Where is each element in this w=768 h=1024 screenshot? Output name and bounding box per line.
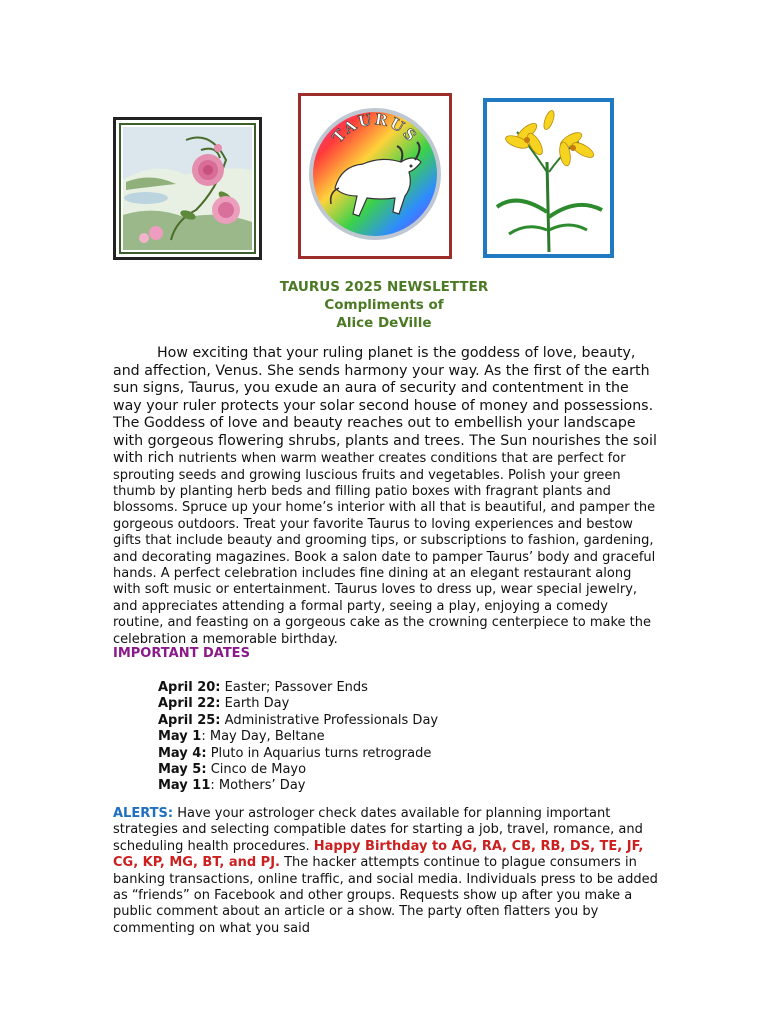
alerts-paragraph [113,806,658,937]
header-images [0,0,768,270]
date-event: Earth Day [220,696,290,712]
intro-paragraph [113,345,661,648]
date-item [158,746,438,762]
newsletter-header [0,278,768,332]
medallion-label: TAURUS [328,110,422,147]
roses-image [113,117,262,260]
newsletter-subtitle: Compliments of [324,297,444,313]
newsletter-title: TAURUS 2025 NEWSLETTER [279,279,489,295]
intro-rest: nutrients when warm weather creates conditions that are perfect for sprouting seeds and growing luscious fruits and vegetables. Polish your green thumb by planting herb beds and filling patio boxes with fragrant plants and blossoms. Spruce up your home’s interior with all that is beautiful, and pamper the gorgeous outdoors. Treat your favorite Taurus to loving experiences and bestow gifts that include beauty and grooming tips, or subscriptions to fashion, gardening, and decorating magazines. Book a salon date to pamper Taurus’ body and graceful hands. A perfect celebration includes fine dining at an elegant restaurant along with soft music or entertainment. Taurus loves to dress up, wear special jewelry, and appreciates attending a formal party, seeing a play, enjoying a comedy routine, and feasting on a gorgeous cake as the crowning centerpiece to make the celebration a memorable birthday. [113,451,656,647]
date-event: Easter; Passover Ends [220,680,368,695]
alerts-text-1: Have your astrologer check dates available for planning important strategies and selecting compatible dates for starting a job, travel, romance, and scheduling health procedures. [113,806,643,854]
date-label: April 25: [158,712,221,728]
birthday-greeting: Happy Birthday to AG, RA, CB, RB, DS, TE, JF, CG, KP, MG, BT, and PJ. [113,838,644,871]
date-label: May 11 [158,778,211,794]
date-item [158,778,438,794]
taurus-medallion [301,96,449,256]
date-item [158,713,438,729]
date-item [158,680,438,696]
date-event: : May Day, Beltane [201,729,325,745]
date-label: May 5: [158,762,207,778]
important-dates-heading: IMPORTANT DATES [113,646,250,661]
important-dates-list [158,680,438,795]
date-event: Administrative Professionals Day [220,712,439,728]
lily-illustration [487,102,610,254]
alerts-label: ALERTS: [113,806,174,821]
taurus-medallion-image [298,93,452,259]
lily-image [483,98,614,258]
date-item [158,696,438,712]
date-label: May 1 [158,729,202,745]
intro-first: How exciting that your ruling planet is the goddess of love, beauty, and affection, Venus. She sends harmony your way. As the first of the earth sun signs, Taurus, you exude an aura of security and contentment in the way your ruler protects your solar second house of money and possessions. The Goddess of love and beauty reaches out to embellish your landscape with gorgeous flowering shrubs, plants and trees. The Sun nourishes the soil with rich [113,345,657,466]
newsletter-author: Alice DeVille [336,315,432,331]
date-label: April 22: [158,696,221,712]
date-event: Cinco de Mayo [206,762,307,778]
date-label: May 4: [158,745,207,761]
date-event: Pluto in Aquarius turns retrograde [206,745,432,761]
roses-illustration [116,120,259,257]
date-label: April 20: [158,680,221,695]
date-item [158,729,438,745]
date-event: : Mothers’ Day [210,778,306,794]
date-item [158,762,438,778]
alerts-text-2: The hacker attempts continue to plague consumers in banking transactions, online traffic, and social media. Individuals press to be added as “friends” on Facebook and other groups. Requests show up after you make a public comment about an article or a show. The party often flatters you by commenting on what you said [113,855,658,936]
